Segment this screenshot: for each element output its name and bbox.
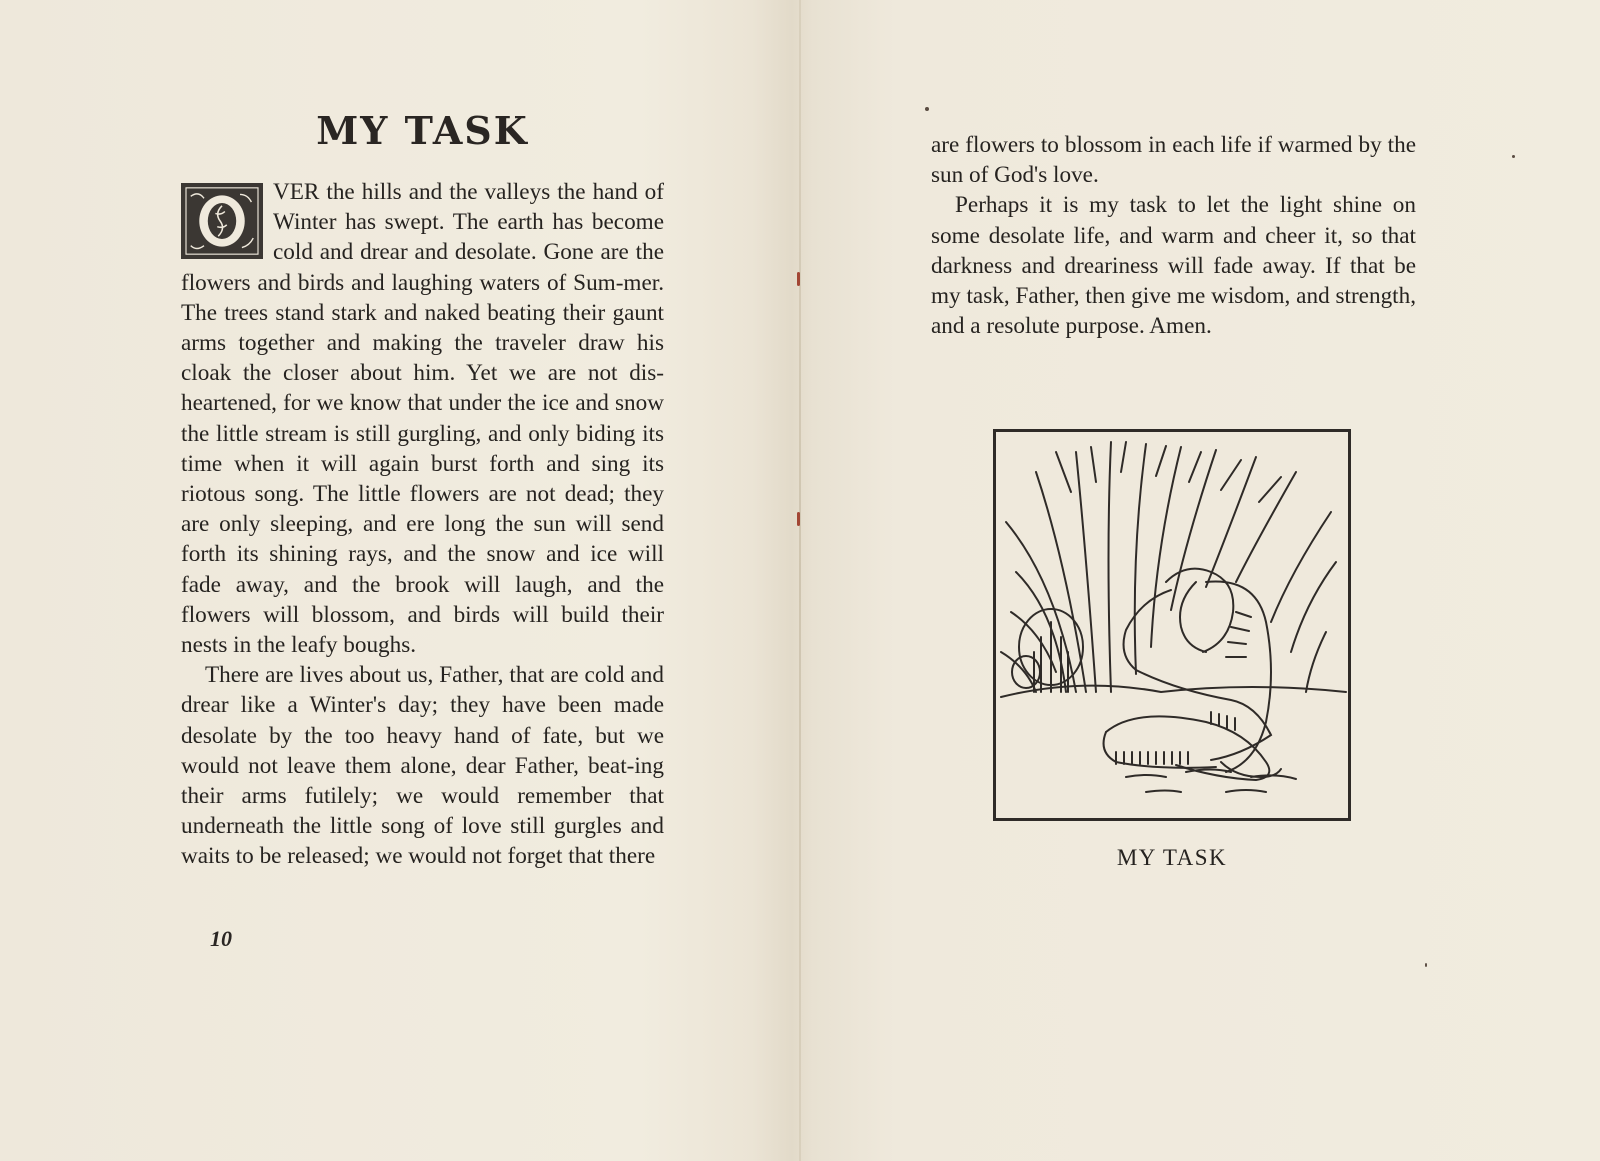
paragraph-2: There are lives about us, Father, that are cold and drear like a Winter's day; they have been made desolate by the too heavy hand of fate, but we would not leave them alone, dear Father, beat‐ing their arms futilely; we would remember that underneath the little song of love still gurgles and waits to be released; we would not forget that there xyxy=(181,662,664,870)
paragraph-4: Perhaps it is my task to let the light shine on some desolate life, and warm and cheer it, so that darkness and dreariness will fade away. If that be my task, Father, then give me wisdom, and strength, and a resolute purpose. Amen. xyxy=(931,192,1416,340)
woodcut-illustration xyxy=(993,429,1351,821)
grieving-figure-illustration xyxy=(996,432,1348,818)
paper-speck xyxy=(1425,963,1427,967)
page-number: 10 xyxy=(210,926,232,951)
drop-cap-ornament xyxy=(181,183,263,259)
paper-speck xyxy=(925,107,929,111)
page-title: MY TASK xyxy=(316,108,529,153)
left-page-text xyxy=(181,177,664,872)
right-page xyxy=(801,0,1600,1161)
ornamental-o-icon xyxy=(183,185,261,257)
paragraph-3: are flowers to blossom in each life if warmed by the sun of God's love. xyxy=(931,132,1416,189)
paragraph-1 xyxy=(181,177,664,660)
paper-speck xyxy=(1512,155,1515,158)
paragraph-1-text: VER the hills and the valleys the hand of Winter has swept. The earth has become cold and drear and desolate. Gone are the flowers and birds and laughing waters of Sum‐mer. The trees stand stark and naked beating their gaunt arms together and making the traveler draw his cloak the closer about him. Yet we are not dis‐heartened, for we know that under the ice and snow the little stream is still gurgling, and only biding its time when it will again burst forth and sing its riotous song. The little flowers are not dead; they are only sleeping, and ere long the sun will send forth its shining rays, and the snow and ice will fade away, and the brook will laugh, and the flowers will blossom, and birds will build their nests in the leafy boughs. xyxy=(181,179,664,659)
right-page-text xyxy=(931,130,1416,341)
illustration-caption: MY TASK xyxy=(1116,845,1228,870)
